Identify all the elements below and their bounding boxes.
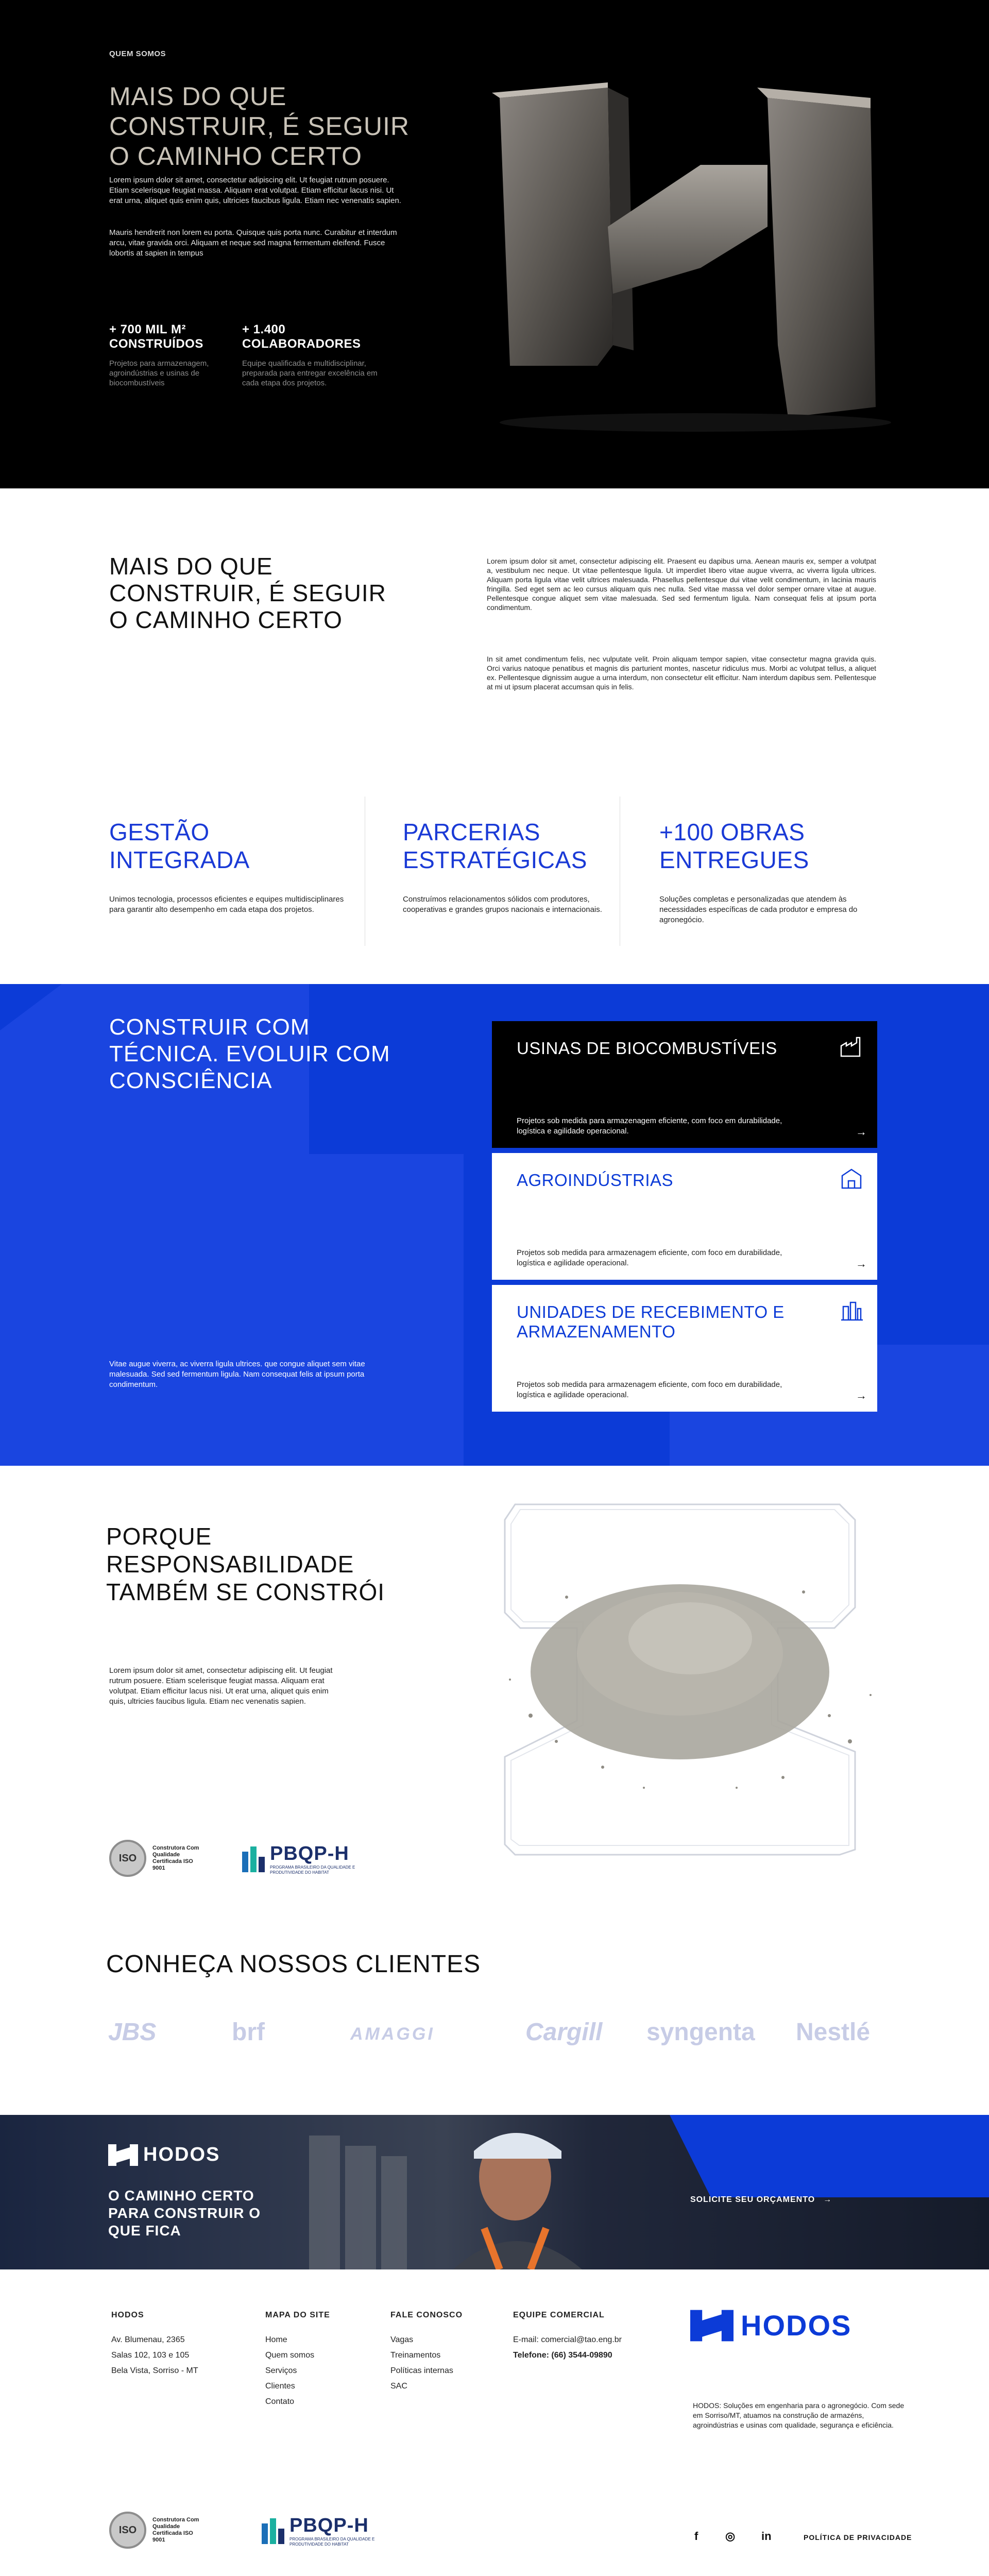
footer-link-sac[interactable]: SAC — [390, 2382, 407, 2391]
hodos-logo-icon — [690, 2309, 734, 2342]
cta-banner — [0, 2115, 989, 2269]
footer — [0, 2269, 989, 2576]
concrete-h-sculpture-image — [479, 77, 912, 433]
brand-name: HODOS — [143, 2144, 220, 2165]
arrow-right-icon: → — [823, 2195, 832, 2204]
footer-description: HODOS: Soluções em engenharia para o agronegócio. Com sede em Sorriso/MT, atuamos na construção de armazéns, agroindústrias e usinas com qualidade, segurança e eficiência. — [693, 2401, 905, 2429]
intro-section — [0, 488, 989, 777]
cta-logo — [108, 2144, 220, 2166]
footer-link-clients[interactable]: Clientes — [265, 2382, 295, 2391]
card-storage-units[interactable] — [492, 1285, 877, 1412]
arrow-right-icon[interactable]: → — [856, 1389, 867, 1402]
card-desc: Projetos sob medida para armazenagem eficiente, com foco em durabilidade, logística e agilidade operacional. — [517, 1248, 782, 1267]
hero-paragraph-2: Mauris hendrerit non lorem eu porta. Quisque quis porta nunc. Curabitur et interdum arcu, vitae gravida orci. Aliquam et neque sed magna fermentum eleifend. Fusce lobortis at sapien in tempus — [109, 228, 397, 258]
stat-desc: Projetos para armazenagem, agroindústrias e usinas de biocombustíveis — [109, 359, 209, 387]
pillar-title: GESTÃO INTEGRADA — [109, 819, 250, 873]
footer-link-home[interactable]: Home — [265, 2335, 287, 2344]
iso-text: Construtora Com Qualidade Certificada ISO 9001 — [152, 1845, 199, 1871]
pillar-title: PARCERIAS ESTRATÉGICAS — [403, 819, 587, 873]
stat-title: + 1.400 COLABORADORES — [242, 323, 361, 351]
address-line: Av. Blumenau, 2365 — [111, 2335, 185, 2344]
intro-title: MAIS DO QUE CONSTRUIR, É SEGUIR O CAMINHO CERTO — [109, 553, 386, 633]
iso-badge: ISO — [109, 2512, 146, 2549]
footer-address — [111, 2311, 198, 2379]
iso-text: Construtora Com Qualidade Certificada ISO 9001 — [152, 2517, 199, 2543]
iso-certification — [109, 1840, 204, 1877]
responsibility-paragraph: Lorem ipsum dolor sit amet, consectetur adipiscing elit. Ut feugiat rutrum posuere. Etiam scelerisque feugiat massa. Aliquam erat volutpat. Etiam efficitur lacus nisi. Ut erat urna, aliquet quis enim quis, ultricies faucibus ligula. Etiam nec venenatis sapien. — [109, 1666, 333, 1706]
segments-title: CONSTRUIR COM TÉCNICA. EVOLUIR COM CONSCIÊNCIA — [109, 1014, 390, 1093]
footer-contact — [390, 2311, 463, 2394]
intro-paragraph-1: Lorem ipsum dolor sit amet, consectetur adipiscing elit. Praesent eu dapibus urna. Aenean mauris ex, semper a volutpat a, vestibulum nec neque. Ut vitae pellentesque ligula. Ut imperdiet libero vitae augue viverra, ac viverra ligula ultrices. Aliquam porta ligula vitae velit ultrices malesuada. Phasellus pellentesque dui vitae velit condimentum, in lacinia mauris fringilla. Sed eget sem ac leo cursus aliquam quis nec nulla. Sed vitae massa vel dolor semper ornare vitae at augue. Pellentesque congue aliquet sem vitae malesuada. Sed sed fermentum ligula. Nam consequat felis at ipsum porta condimentum. — [487, 557, 876, 612]
instagram-icon[interactable]: ◎ — [725, 2530, 736, 2543]
footer-sales-team — [513, 2311, 622, 2363]
card-desc: Projetos sob medida para armazenagem eficiente, com foco em durabilidade, logística e agilidade operacional. — [517, 1380, 782, 1399]
hero-section — [0, 0, 989, 488]
silo-icon — [839, 1297, 864, 1322]
card-desc: Projetos sob medida para armazenagem eficiente, com foco em durabilidade, logística e agilidade operacional. — [517, 1116, 782, 1136]
arrow-right-icon[interactable]: → — [856, 1125, 867, 1138]
pbqph-logo — [262, 2515, 403, 2547]
card-biofuel-plants[interactable] — [492, 1021, 877, 1148]
footer-link-contact[interactable]: Contato — [265, 2397, 295, 2406]
pillars-section — [0, 777, 989, 984]
client-logo-amaggi: AMAGGI — [350, 2024, 435, 2044]
address-line: Salas 102, 103 e 105 — [111, 2351, 190, 2360]
cement-pile-image — [448, 1499, 958, 1860]
pillar-desc: Unimos tecnologia, processos eficientes e equipes multidisciplinares para garantir alto desempenho em cada etapa dos projetos. — [109, 895, 344, 914]
sales-email-link[interactable]: E-mail: comercial@tao.eng.br — [513, 2335, 622, 2344]
iso-badge: ISO — [109, 1840, 146, 1877]
factory-icon — [839, 1033, 864, 1058]
pbqph-name: PBQP-H — [289, 2515, 369, 2536]
stat-desc: Equipe qualificada e multidisciplinar, preparada para entregar excelência em cada etapa dos projetos. — [242, 359, 378, 387]
privacy-policy-link[interactable]: POLÍTICA DE PRIVACIDADE — [804, 2533, 912, 2541]
pbqph-subtitle: PROGRAMA BRASILEIRO DA QUALIDADE E PRODUTIVIDADE DO HABITAT — [289, 2537, 375, 2547]
address-line: Bela Vista, Sorriso - MT — [111, 2366, 198, 2375]
card-title: USINAS DE BIOCOMBUSTÍVEIS — [517, 1039, 777, 1058]
footer-sitemap — [265, 2311, 330, 2410]
footer-link-training[interactable]: Treinamentos — [390, 2351, 441, 2360]
client-logo-syngenta: syngenta — [646, 2019, 755, 2046]
pillar-integrated-management — [109, 818, 346, 915]
section-kicker: QUEM SOMOS — [109, 49, 166, 58]
barn-icon — [839, 1165, 864, 1190]
pbqph-name: PBQP-H — [270, 1843, 349, 1865]
footer-heading: EQUIPE COMERCIAL — [513, 2311, 605, 2319]
stat-built — [109, 323, 228, 388]
pillar-partnerships — [403, 818, 624, 915]
hodos-logo-icon — [108, 2144, 138, 2166]
intro-paragraph-2: In sit amet condimentum felis, nec vulputate velit. Proin aliquam tempor sapien, vitae consectetur magna gravida quis. Orci varius natoque penatibus et magnis dis parturient montes, nascetur ridiculus mus. Morbi ac volutpat tellus, a aliquet ex. Pellentesque dignissim augue a urna interdum, non consectetur elit efficitur. Nam interdum dapibus sem. Pellentesque at mi ut ipsum placerat accumsan quis in felis. — [487, 655, 876, 691]
client-logo-nestle: Nestlé — [796, 2019, 871, 2046]
responsibility-section — [0, 1466, 989, 1919]
sales-phone: Telefone: (66) 3544-09890 — [513, 2351, 612, 2360]
arrow-right-icon[interactable]: → — [856, 1257, 867, 1270]
iso-certification — [109, 2512, 204, 2549]
client-logo-brf: brf — [232, 2019, 265, 2046]
card-agroindustries[interactable] — [492, 1153, 877, 1280]
footer-link-about[interactable]: Quem somos — [265, 2351, 315, 2360]
card-title: UNIDADES DE RECEBIMENTO E ARMAZENAMENTO — [517, 1302, 785, 1341]
pbqph-subtitle: PROGRAMA BRASILEIRO DA QUALIDADE E PRODUTIVIDADE DO HABITAT — [270, 1865, 355, 1875]
hero-paragraph-1: Lorem ipsum dolor sit amet, consectetur adipiscing elit. Ut feugiat rutrum posuere. Etiam scelerisque feugiat massa. Aliquam erat volutpat. Etiam efficitur lacus nisi. Ut erat urna, aliquet quis enim quis, ultricies faucibus ligula. Etiam nec venenatis sapien. — [109, 176, 401, 205]
segments-paragraph: Vitae augue viverra, ac viverra ligula ultrices. que congue aliquet sem vitae malesuada. Sed sed fermentum ligula. Nam consequat felis at ipsum porta condimentum. — [109, 1360, 365, 1389]
footer-link-jobs[interactable]: Vagas — [390, 2335, 414, 2344]
request-quote-button[interactable] — [690, 2195, 832, 2205]
footer-heading: FALE CONOSCO — [390, 2311, 463, 2319]
clients-title: CONHEÇA NOSSOS CLIENTES — [106, 1951, 481, 1978]
brand-name: HODOS — [741, 2309, 852, 2342]
pbqph-mark-icon — [242, 1846, 265, 1872]
footer-logo — [690, 2309, 851, 2342]
cta-title: O CAMINHO CERTO PARA CONSTRUIR O QUE FICA — [108, 2188, 261, 2239]
segments-section — [0, 984, 989, 1466]
client-logo-cargill: Cargill — [525, 2019, 603, 2046]
clients-section — [0, 1919, 989, 2115]
footer-link-services[interactable]: Serviços — [265, 2366, 297, 2375]
request-quote-label: SOLICITE SEU ORÇAMENTO — [690, 2195, 815, 2204]
pbqph-mark-icon — [262, 2518, 284, 2544]
facebook-icon[interactable]: f — [694, 2530, 698, 2543]
stat-staff — [242, 323, 381, 388]
client-logo-jbs: JBS — [108, 2019, 157, 2046]
responsibility-title: PORQUE RESPONSABILIDADE TAMBÉM SE CONSTRÓI — [106, 1523, 385, 1605]
footer-heading: MAPA DO SITE — [265, 2311, 330, 2319]
hero-title: MAIS DO QUE CONSTRUIR, É SEGUIR O CAMINHO CERTO — [109, 82, 410, 171]
pillar-desc: Construímos relacionamentos sólidos com produtores, cooperativas e grandes grupos nacionais e internacionais. — [403, 895, 602, 914]
card-title: AGROINDÚSTRIAS — [517, 1171, 674, 1190]
stat-title: + 700 MIL M² CONSTRUÍDOS — [109, 323, 203, 351]
pillar-title: +100 OBRAS ENTREGUES — [659, 819, 809, 873]
pbqph-logo — [242, 1843, 383, 1875]
footer-link-policies[interactable]: Políticas internas — [390, 2366, 453, 2375]
footer-heading: HODOS — [111, 2311, 144, 2319]
pillar-desc: Soluções completas e personalizadas que atendem às necessidades específicas de cada produtor e empresa do agronegócio. — [659, 895, 858, 924]
linkedin-icon[interactable]: in — [761, 2530, 772, 2543]
pillar-projects-delivered — [659, 818, 881, 925]
